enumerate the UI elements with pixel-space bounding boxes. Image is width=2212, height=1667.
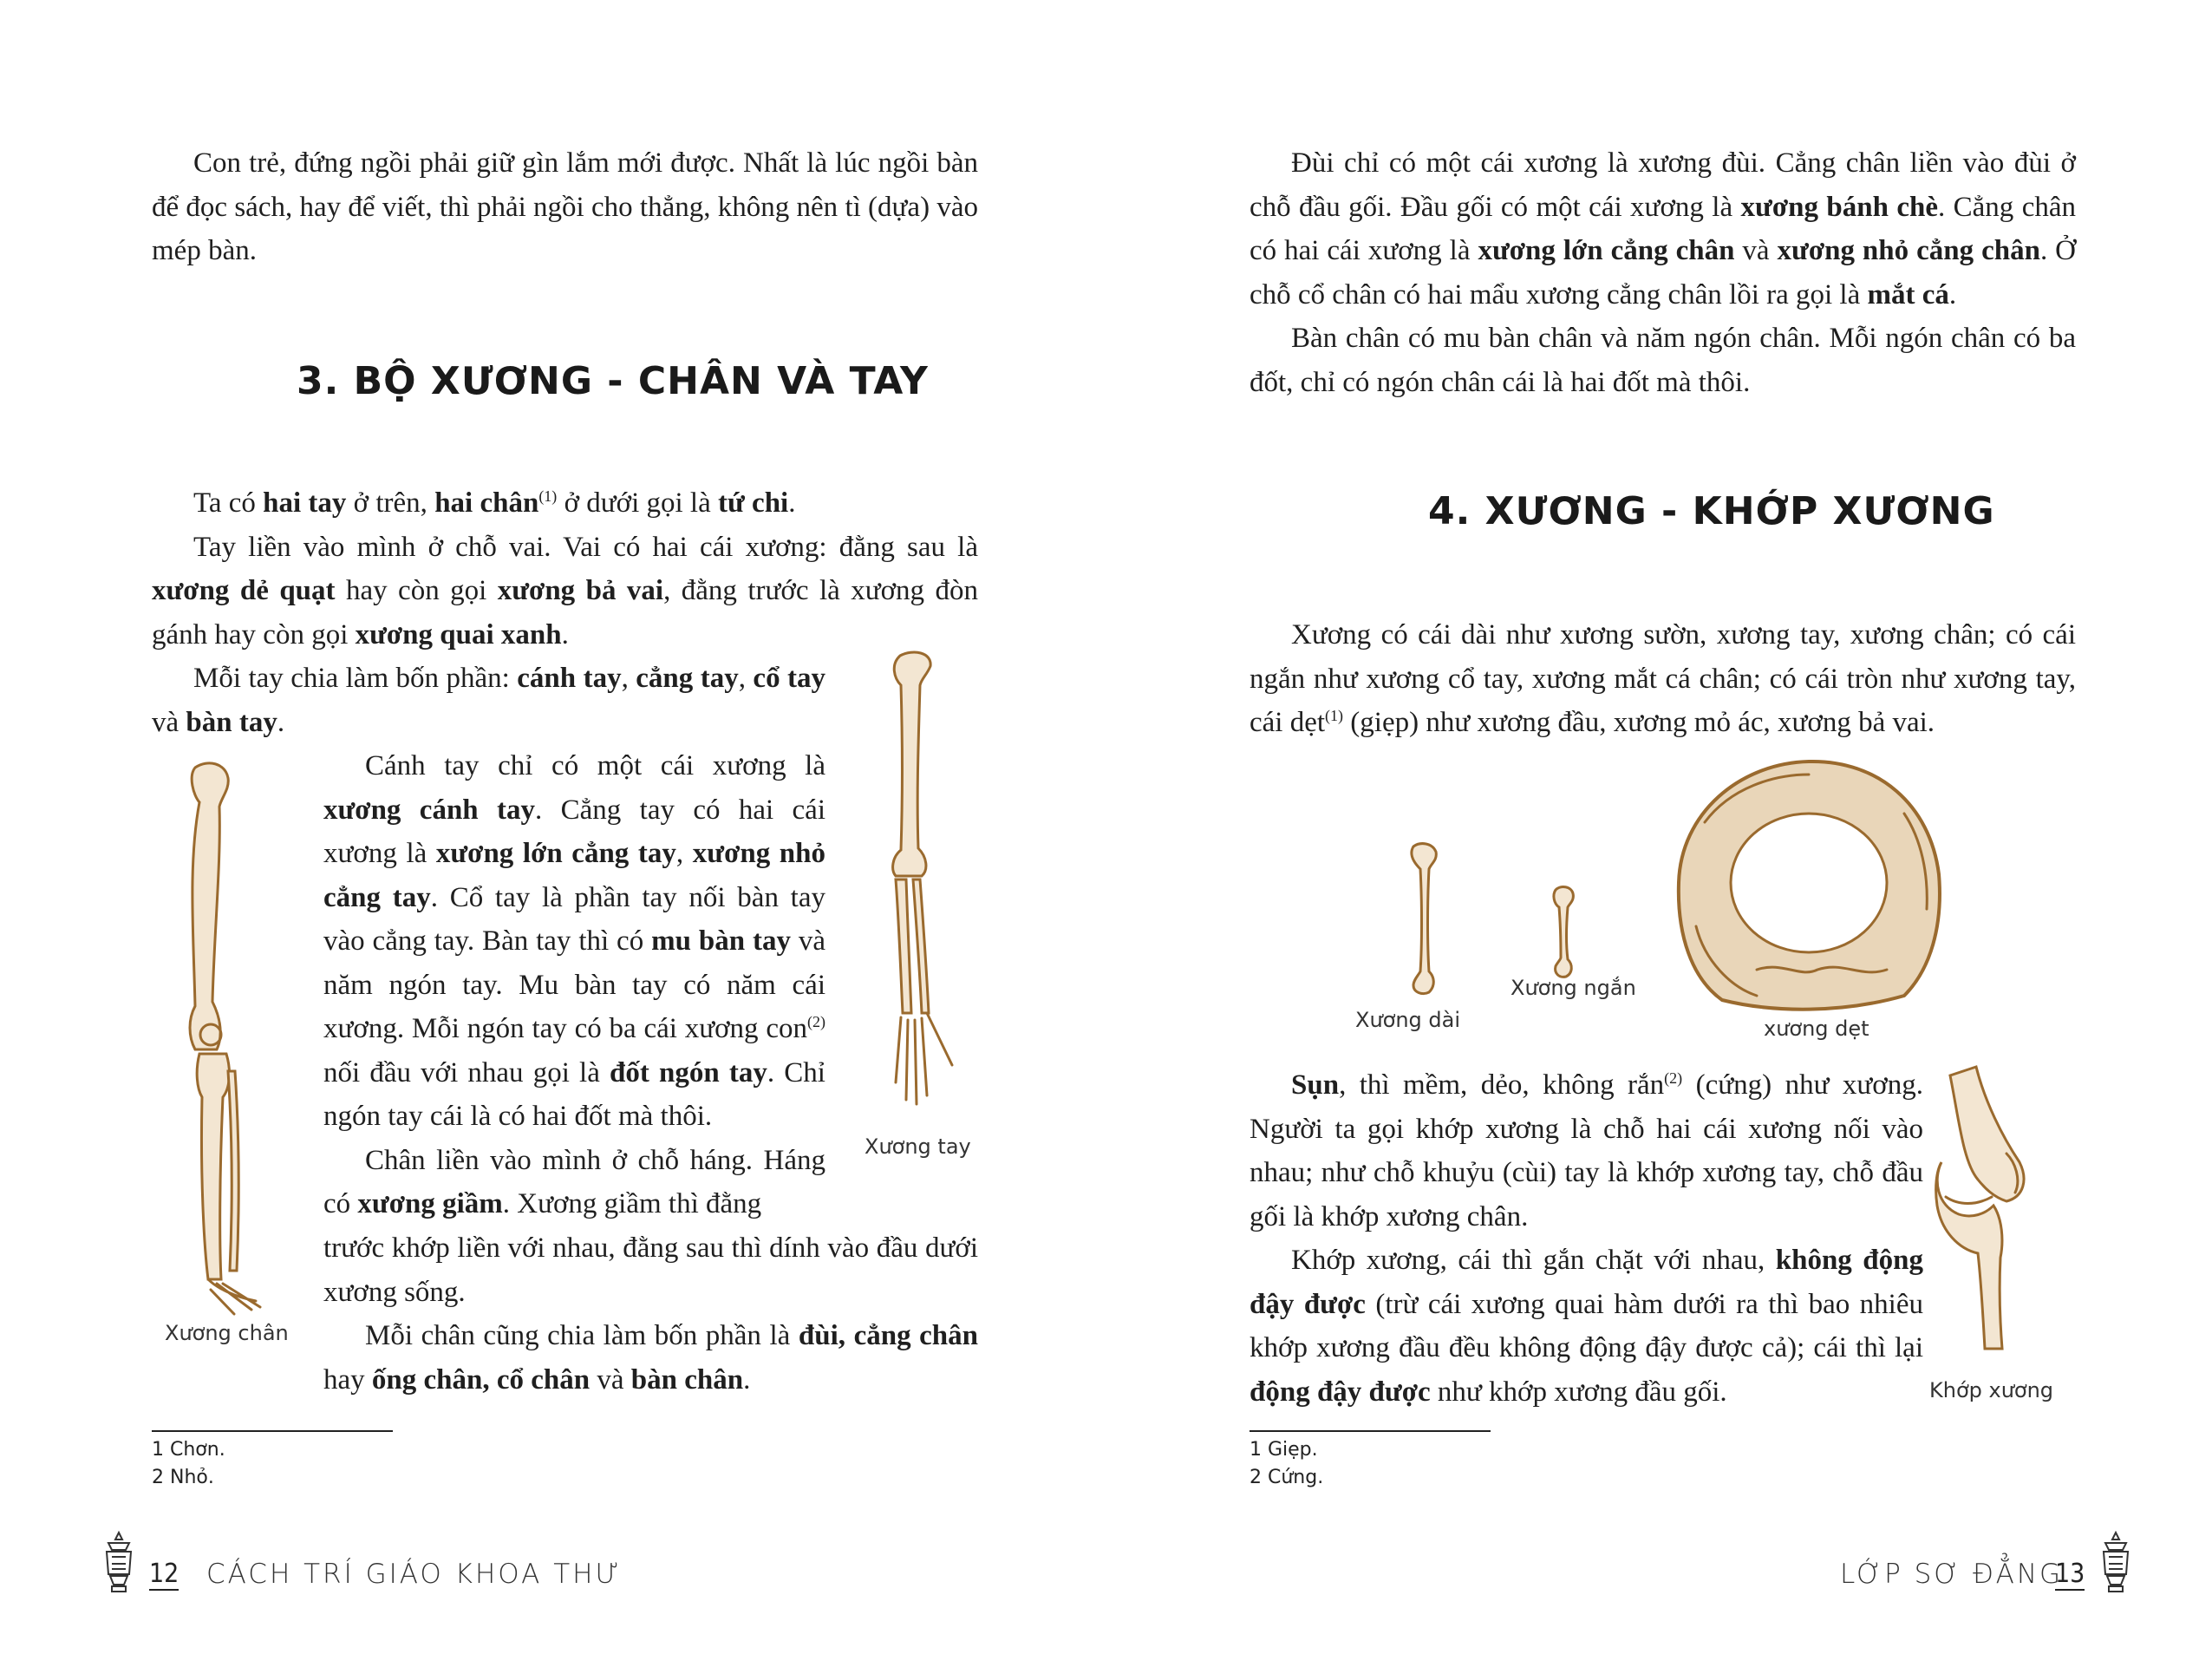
intro-paragraph: Con trẻ, đứng ngồi phải giữ gìn lắm mới được. Nhất là lúc ngồi bàn để đọc sách, hay để viết, thì phải ngồi cho thẳng, không nên tì (dựa) vào mép bàn. — [152, 147, 978, 266]
caption-arm-bones: Xương tay — [865, 1134, 971, 1159]
leg-bone-illustration — [169, 759, 282, 1314]
page-number-right: 13 — [2055, 1559, 2085, 1589]
footnote-rule — [152, 1430, 393, 1432]
footer-book-title: CÁCH TRÍ GIÁO KHOA THƯ — [206, 1559, 622, 1590]
footnotes: 1 Giẹp. 2 Cứng. — [1250, 1439, 1324, 1488]
right-top-paragraphs: Đùi chỉ có một cái xương là xương đùi. Cẳng chân liền vào đùi ở chỗ đầu gối. Đầu gối có một cái xương là xương bánh chè. Cẳng chân có hai cái xương là xương lớn cẳng chân và xương nhỏ cẳng chân. Ở chỗ cổ chân có hai mẩu xương cẳng chân lồi ra gọi là mắt cá. Bàn chân có mu bàn chân và năm ngón chân. Mỗi ngón chân có ba đốt, chỉ có ngón chân cái là hai đốt mà thôi. — [1250, 147, 2076, 398]
caption-short-bone: Xương ngắn — [1511, 976, 1636, 1000]
arm-bone-illustration — [870, 649, 974, 1117]
ornament-icon — [100, 1531, 138, 1593]
section-3-body-bottom: trước khớp liền với nhau, đằng sau thì dính vào đầu dưới xương sống. Mỗi chân cũng chia làm bốn phần là đùi, cẳng chân hay ống chân, cổ chân và bàn chân. — [323, 1232, 978, 1396]
page-number-left: 12 — [149, 1559, 179, 1589]
section-4-heading: 4. XƯƠNG - KHỚP XƯƠNG — [1428, 489, 1995, 533]
section-3-body-top: Ta có hai tay ở trên, hai chân$^{(1)}$ ở dưới gọi là tứ chi. Tay liền vào mình ở chỗ vai. Vai có hai cái xương: đằng sau là xương dẻ quạt hay còn gọi xương bả vai, đằng trước là xương đòn gánh hay còn gọi xương quai xanh. — [152, 487, 978, 650]
section-3-body-column: Cánh tay chỉ có một cái xương là xương cánh tay. Cẳng tay có hai cái xương là xương lớn cẳng tay, xương nhỏ cẳng tay. Cổ tay là phần tay nối bàn tay vào cẳng tay. Bàn tay thì có mu bàn tay và năm ngón tay. Mu bàn tay có năm cái xương. Mỗi ngón tay có ba cái xương con$^{(2)}$ nối đầu với nhau gọi là đốt ngón tay. Chỉ ngón tay cái là có hai đốt mà thôi. Chân liền vào mình ở chỗ háng. Háng có xương giầm. Xương giầm thì đằng — [323, 750, 826, 1219]
right-page — [1106, 0, 2212, 1667]
caption-leg-bones: Xương chân — [165, 1321, 289, 1345]
flat-bone-illustration — [1670, 753, 1948, 1013]
knee-joint-illustration — [1924, 1067, 2037, 1353]
section-3-body-arm-intro: Mỗi tay chia làm bốn phần: cánh tay, cẳng tay, cổ tay và bàn tay. — [152, 663, 826, 738]
footer-grade-title: LỚP SƠ ĐẲNG — [1840, 1559, 2064, 1590]
footnotes: 1 Chơn. 2 Nhỏ. — [152, 1439, 225, 1488]
caption-flat-bone: xương dẹt — [1764, 1017, 1869, 1041]
caption-joint: Khớp xương — [1929, 1378, 2054, 1402]
caption-long-bone: Xương dài — [1355, 1008, 1461, 1032]
long-bone-illustration — [1403, 841, 1446, 997]
ornament-icon — [2097, 1531, 2135, 1593]
bone-types-paragraph: Xương có cái dài như xương sườn, xương tay, xương chân; có cái ngắn như xương cổ tay, xương mắt cá chân; có cái tròn như xương tay, cái dẹt$^{(1)}$ (giẹp) như xương đầu, xương mỏ ác, xương bả vai. — [1250, 619, 2076, 738]
short-bone-illustration — [1547, 885, 1582, 980]
footnote-rule — [1250, 1430, 1491, 1432]
section-3-heading: 3. BỘ XƯƠNG - CHÂN VÀ TAY — [297, 359, 929, 403]
cartilage-joint-paragraphs: Sụn, thì mềm, dẻo, không rắn$^{(2)}$ (cứng) như xương. Người ta gọi khớp xương là chỗ hai cái xương nối vào nhau; như chỗ khuỷu (cùi) tay là khớp xương tay, chỗ đầu gối là khớp xương chân. Khớp xương, cái thì gắn chặt với nhau, không động đậy được (trừ cái xương quai hàm dưới ra thì bao nhiêu khớp xương đầu đều không động đậy được cả); cái thì lại động đậy được như khớp xương đầu gối. — [1250, 1069, 1924, 1408]
